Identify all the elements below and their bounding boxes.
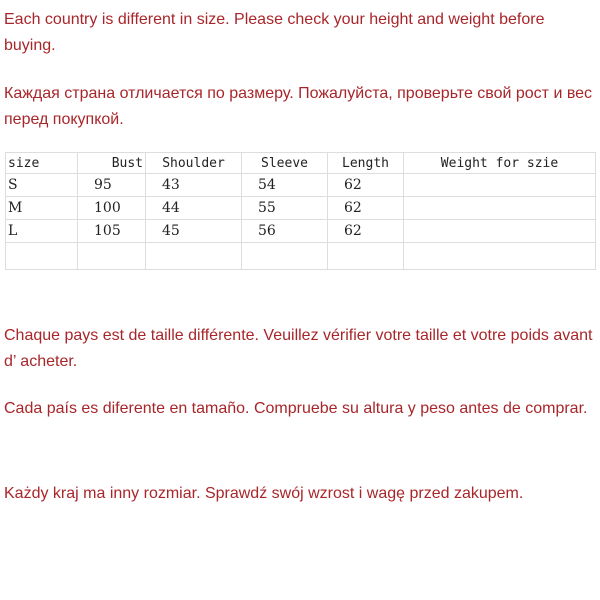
bust-cell: 100 xyxy=(78,197,146,220)
size-cell xyxy=(6,243,78,270)
bust-cell xyxy=(78,243,146,270)
header-size: size xyxy=(6,153,78,174)
polish-size-note: Każdy kraj ma inny rozmiar. Sprawdź swój wzrost i wagę przed zakupem. xyxy=(4,485,524,502)
shoulder-cell xyxy=(146,243,242,270)
french-size-note: Chaque pays est de taille différente. Veuillez vérifier votre taille et votre poids avant d’ acheter. xyxy=(4,327,593,370)
table-row xyxy=(6,243,596,270)
header-length: Length xyxy=(328,153,404,174)
sleeve-cell: 55 xyxy=(242,197,328,220)
weight-cell xyxy=(404,174,596,197)
weight-cell xyxy=(404,220,596,243)
length-cell: 62 xyxy=(328,174,404,197)
spanish-size-note: Cada país es diferente en tamaño. Compruebe su altura y peso antes de comprar. xyxy=(4,400,588,417)
bust-cell: 95 xyxy=(78,174,146,197)
weight-cell xyxy=(404,197,596,220)
weight-cell xyxy=(404,243,596,270)
length-cell xyxy=(328,243,404,270)
size-cell: L xyxy=(6,220,78,243)
size-table-header-row xyxy=(6,153,596,174)
shoulder-cell: 43 xyxy=(146,174,242,197)
length-cell: 62 xyxy=(328,220,404,243)
shoulder-cell: 44 xyxy=(146,197,242,220)
table-row xyxy=(6,197,596,220)
header-bust: Bust xyxy=(78,153,146,174)
size-cell: S xyxy=(6,174,78,197)
sleeve-cell: 56 xyxy=(242,220,328,243)
sleeve-cell: 54 xyxy=(242,174,328,197)
size-cell: M xyxy=(6,197,78,220)
header-sleeve: Sleeve xyxy=(242,153,328,174)
sleeve-cell xyxy=(242,243,328,270)
size-chart-table xyxy=(5,152,596,270)
bust-cell: 105 xyxy=(78,220,146,243)
english-size-note: Each country is different in size. Please check your height and weight before buying. xyxy=(4,11,545,54)
russian-size-note: Каждая страна отличается по размеру. Пожалуйста, проверьте свой рост и вес перед покупкой. xyxy=(4,85,593,128)
shoulder-cell: 45 xyxy=(146,220,242,243)
header-shoulder: Shoulder xyxy=(146,153,242,174)
table-row xyxy=(6,220,596,243)
table-row xyxy=(6,174,596,197)
header-weight: Weight for szie xyxy=(404,153,596,174)
length-cell: 62 xyxy=(328,197,404,220)
